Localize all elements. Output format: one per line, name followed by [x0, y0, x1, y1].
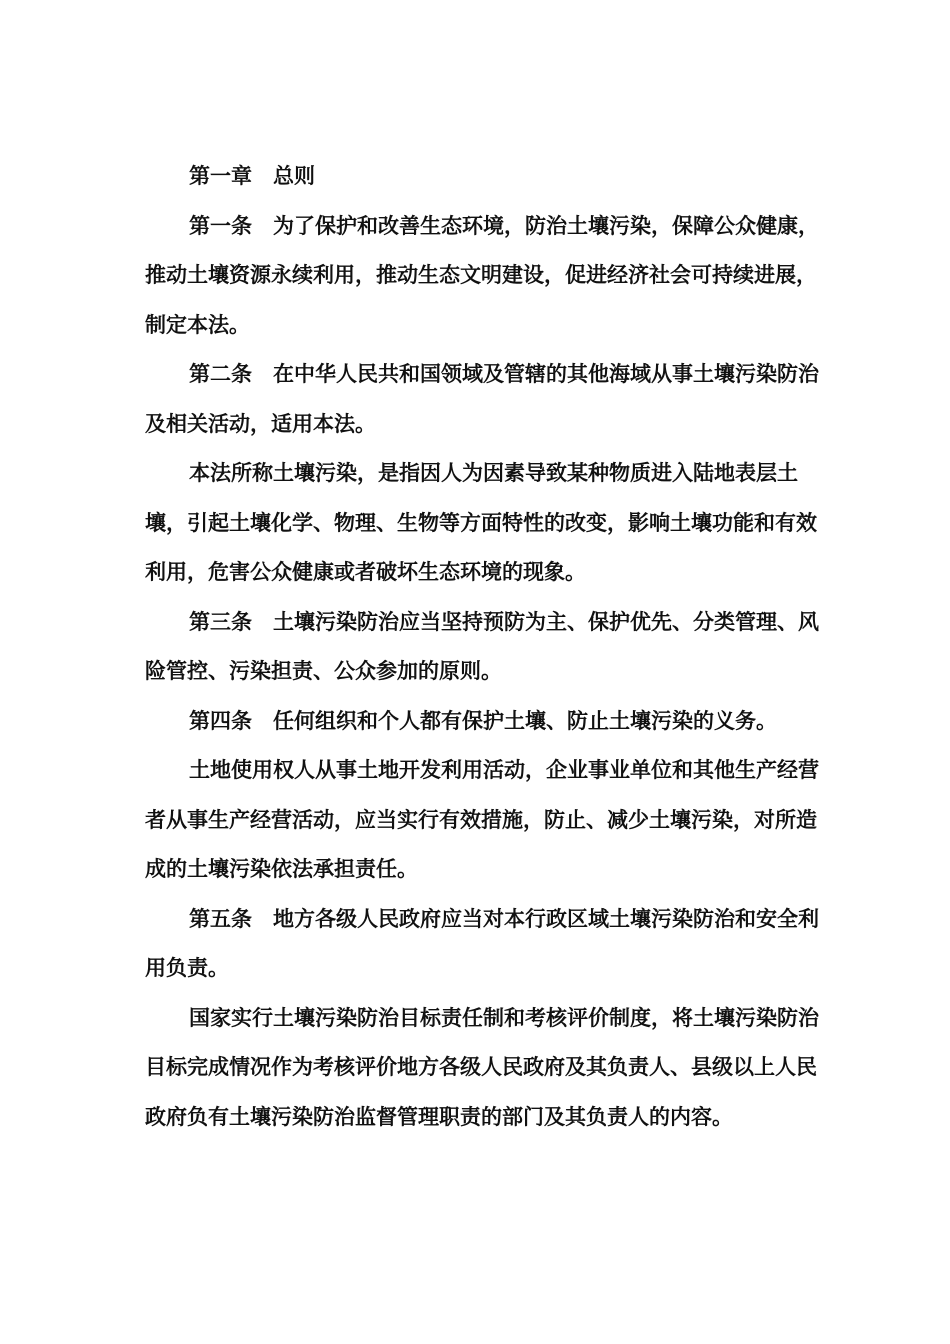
article-5-paragraph-2: 国家实行土壤污染防治目标责任制和考核评价制度，将土壤污染防治目标完成情况作为考核评价地方各级人民政府及其负责人、县级以上人民政府负有土壤污染防治监督管理职责的部门及其负责人的内容。: [145, 1005, 819, 1129]
document-body: [145, 152, 825, 1142]
chapter-heading: 第一章 总则: [189, 164, 315, 188]
article-5: 第五条 地方各级人民政府应当对本行政区域土壤污染防治和安全利用负责。: [145, 906, 819, 980]
article-4: 第四条 任何组织和个人都有保护土壤、防止土壤污染的义务。: [189, 708, 777, 733]
article-1: 第一条 为了保护和改善生态环境，防治土壤污染，保障公众健康，推动土壤资源永续利用，推动生态文明建设，促进经济社会可持续进展，制定本法。: [145, 213, 819, 337]
article-2: 第二条 在中华人民共和国领域及管辖的其他海域从事土壤污染防治及相关活动，适用本法。: [145, 362, 819, 436]
article-3: 第三条 土壤污染防治应当坚持预防为主、保护优先、分类管理、风险管控、污染担责、公众参加的原则。: [145, 609, 819, 683]
article-4-paragraph-2: 土地使用权人从事土地开发利用活动，企业事业单位和其他生产经营者从事生产经营活动，应当实行有效措施，防止、减少土壤污染，对所造成的土壤污染依法承担责任。: [145, 758, 819, 881]
article-2-definition: 本法所称土壤污染，是指因人为因素导致某种物质进入陆地表层土壤，引起土壤化学、物理、生物等方面特性的改变，影响土壤功能和有效利用，危害公众健康或者破坏生态环境的现象。: [145, 461, 817, 584]
